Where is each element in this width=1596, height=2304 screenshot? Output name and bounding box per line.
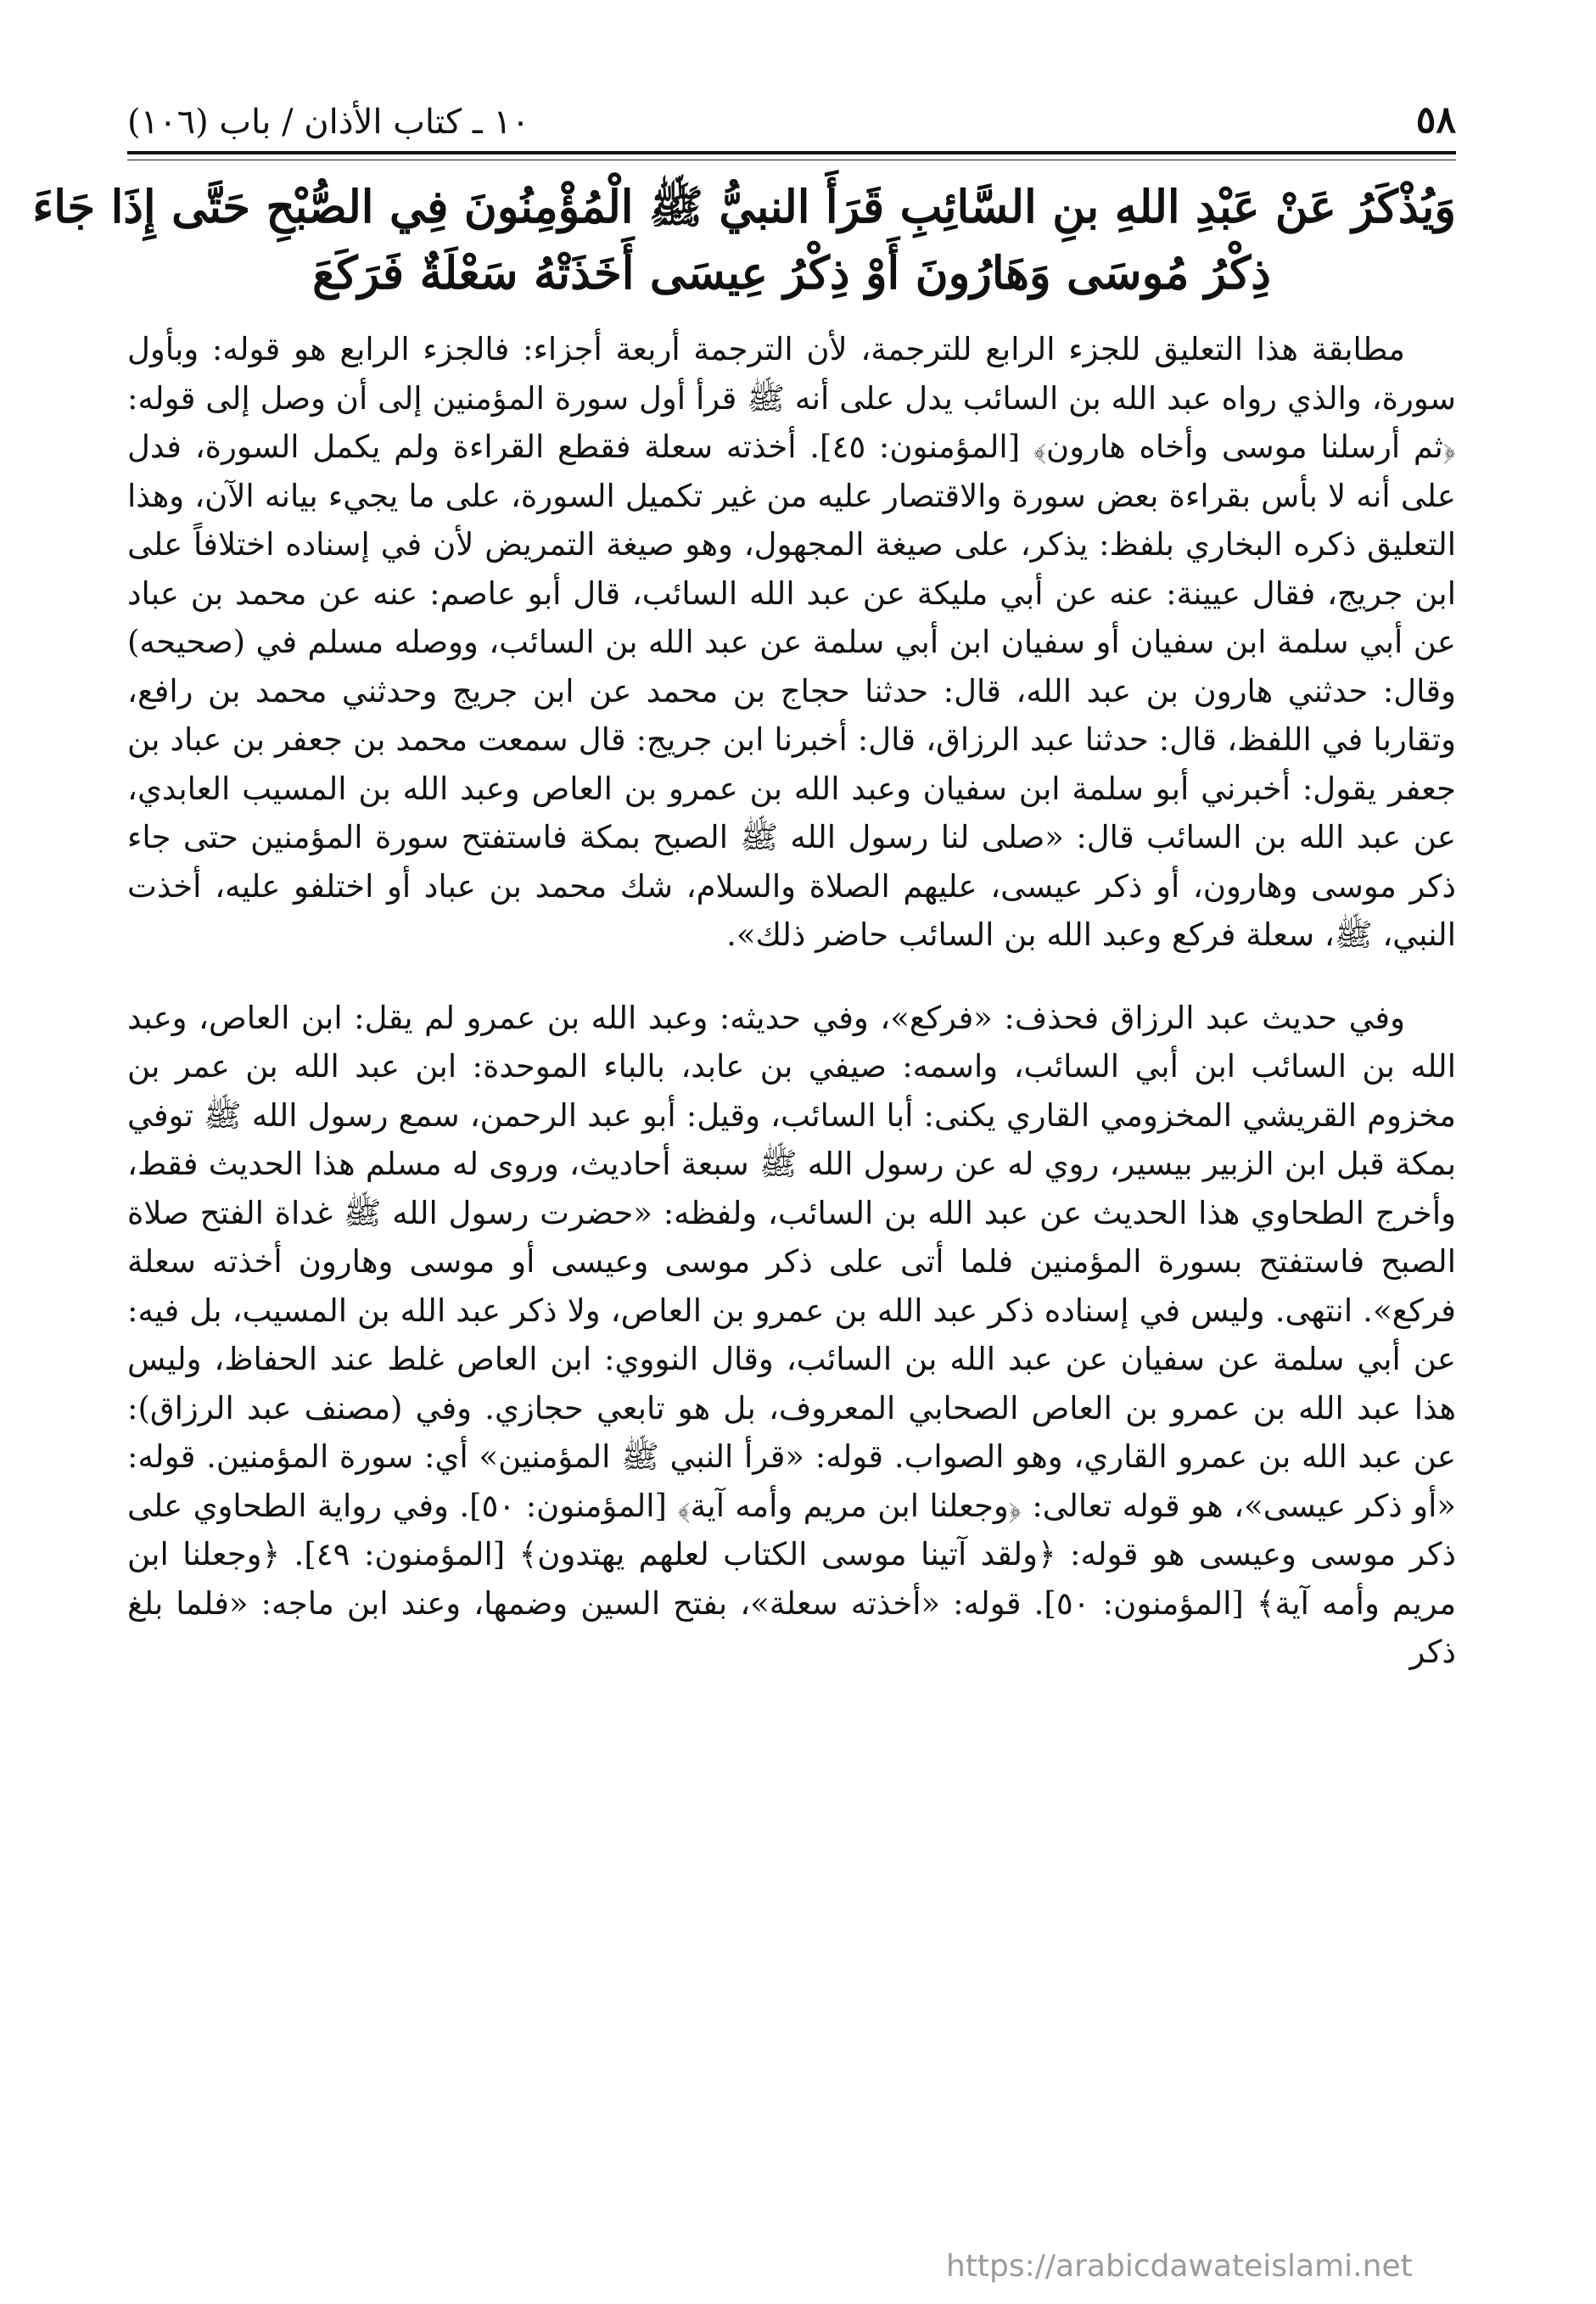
watermark-url: https://arabicdawateislami.net (946, 2249, 1413, 2284)
paragraph-1: مطابقة هذا التعليق للجزء الرابع للترجمة، لأن الترجمة أربعة أجزاء: فالجزء الرابع هو قوله: وبأول سورة، والذي رواه عبد الله بن السائب يدل على أنه ﷺ قرأ أول سورة المؤمنين إلى أن وصل إلى قوله: ﴿ثم أرسلنا موسى وأخاه هارون﴾ [المؤمنون: ٤٥]. أخذته سعلة فقطع القراءة ولم يكمل السورة، فدل على أنه لا بأس بقراءة بعض سورة والاقتصار عليه من غير تكميل السورة، على ما يجيء بيانه الآن، وهذا التعليق ذكره البخاري بلفظ: يذكر، على صيغة المجهول، وهو صيغة التمريض لأن في إسناده اختلافاً على ابن جريج، فقال عيينة: عنه عن أبي مليكة عن عبد الله السائب، قال أبو عاصم: عنه عن محمد بن عباد عن أبي سلمة ابن سفيان أو سفيان ابن أبي سلمة عن عبد الله بن السائب، ووصله مسلم في (صحيحه) وقال: حدثني هارون بن عبد الله، قال: حدثنا حجاج بن محمد عن ابن جريج وحدثني محمد بن رافع، وتقاربا في اللفظ، قال: حدثنا عبد الرزاق، قال: أخبرنا ابن جريج: قال سمعت محمد بن جعفر بن عباد بن جعفر يقول: أخبرني أبو سلمة ابن سفيان وعبد الله بن عمرو بن العاص وعبد الله بن المسيب العابدي، عن عبد الله بن السائب قال: «صلى لنا رسول الله ﷺ الصبح بمكة فاستفتح سورة المؤمنين حتى جاء ذكر موسى وهارون، أو ذكر عيسى، عليهم الصلاة والسلام، شك محمد بن عباد أو اختلفو عليه، أخذت النبي، ﷺ، سعلة فركع وعبد الله بن السائب حاضر ذلك». (127, 331, 1456, 953)
paragraph-2: وفي حديث عبد الرزاق فحذف: «فركع»، وفي حديثه: وعبد الله بن عمرو لم يقل: ابن العاص، وعبد الله بن السائب ابن أبي السائب، واسمه: صيفي بن عابد، بالباء الموحدة: ابن عبد الله بن عمر بن مخزوم القريشي المخزومي القاري يكنى: أبا السائب، وقيل: أبو عبد الرحمن، سمع رسول الله ﷺ توفي بمكة قبل ابن الزبير بيسير، روي له عن رسول الله ﷺ سبعة أحاديث، وروى له مسلم هذا الحديث فقط، وأخرج الطحاوي هذا الحديث عن عبد الله بن السائب، ولفظه: «حضرت رسول الله ﷺ غداة الفتح صلاة الصبح فاستفتح بسورة المؤمنين فلما أتى على ذكر موسى وعيسى أو موسى وهارون أخذته سعلة فركع». انتهى. وليس في إسناده ذكر عبد الله بن عمرو بن العاص، ولا ذكر عبد الله بن المسيب، بل فيه: عن أبي سلمة عن سفيان عن عبد الله بن السائب، وقال النووي: ابن العاص غلط عند الحفاظ، وليس هذا عبد الله بن عمرو بن العاص الصحابي المعروف، بل هو تابعي حجازي. وفي (مصنف عبد الرزاق): عن عبد الله بن عمرو القاري، وهو الصواب. قوله: «قرأ النبي ﷺ المؤمنين» أي: سورة المؤمنين. قوله: «أو ذكر عيسى»، هو قوله تعالى: ﴿وجعلنا ابن مريم وأمه آية﴾ [المؤمنون: ٥٠]. وفي رواية الطحاوي على ذكر موسى وعيسى هو قوله: ﴿ولقد آتينا موسى الكتاب لعلهم يهتدون﴾ [المؤمنون: ٤٩]. ﴿وجعلنا ابن مريم وأمه آية﴾ [المؤمنون: ٥٠]. قوله: «أخذته سعلة»، بفتح السين وضمها، وعند ابن ماجه: «فلما بلغ ذكر (127, 999, 1457, 1670)
heading-line-2: ذِكْرُ مُوسَى وَهَارُونَ أَوْ ذِكْرُ عِيسَى أَخَذَتْهُ سَعْلَةٌ فَرَكَعَ (312, 247, 1271, 300)
header-rule (127, 151, 1456, 160)
page-header (127, 78, 1456, 142)
heading-line-1: وَيُذْكَرُ عَنْ عَبْدِ اللهِ بنِ السَّائِبِ قَرَأَ النبيُّ ﷺ الْمُؤْمِنُونَ فِي الصُّبْحِ حَتَّى إِذَا جَاءَ (32, 181, 1456, 233)
page-number: ٥٨ (1415, 98, 1456, 142)
chapter-heading (32, 174, 1456, 306)
body-text (127, 325, 1456, 1677)
running-title: ١٠ ـ كتاب الأذان / باب (١٠٦) (127, 103, 530, 142)
